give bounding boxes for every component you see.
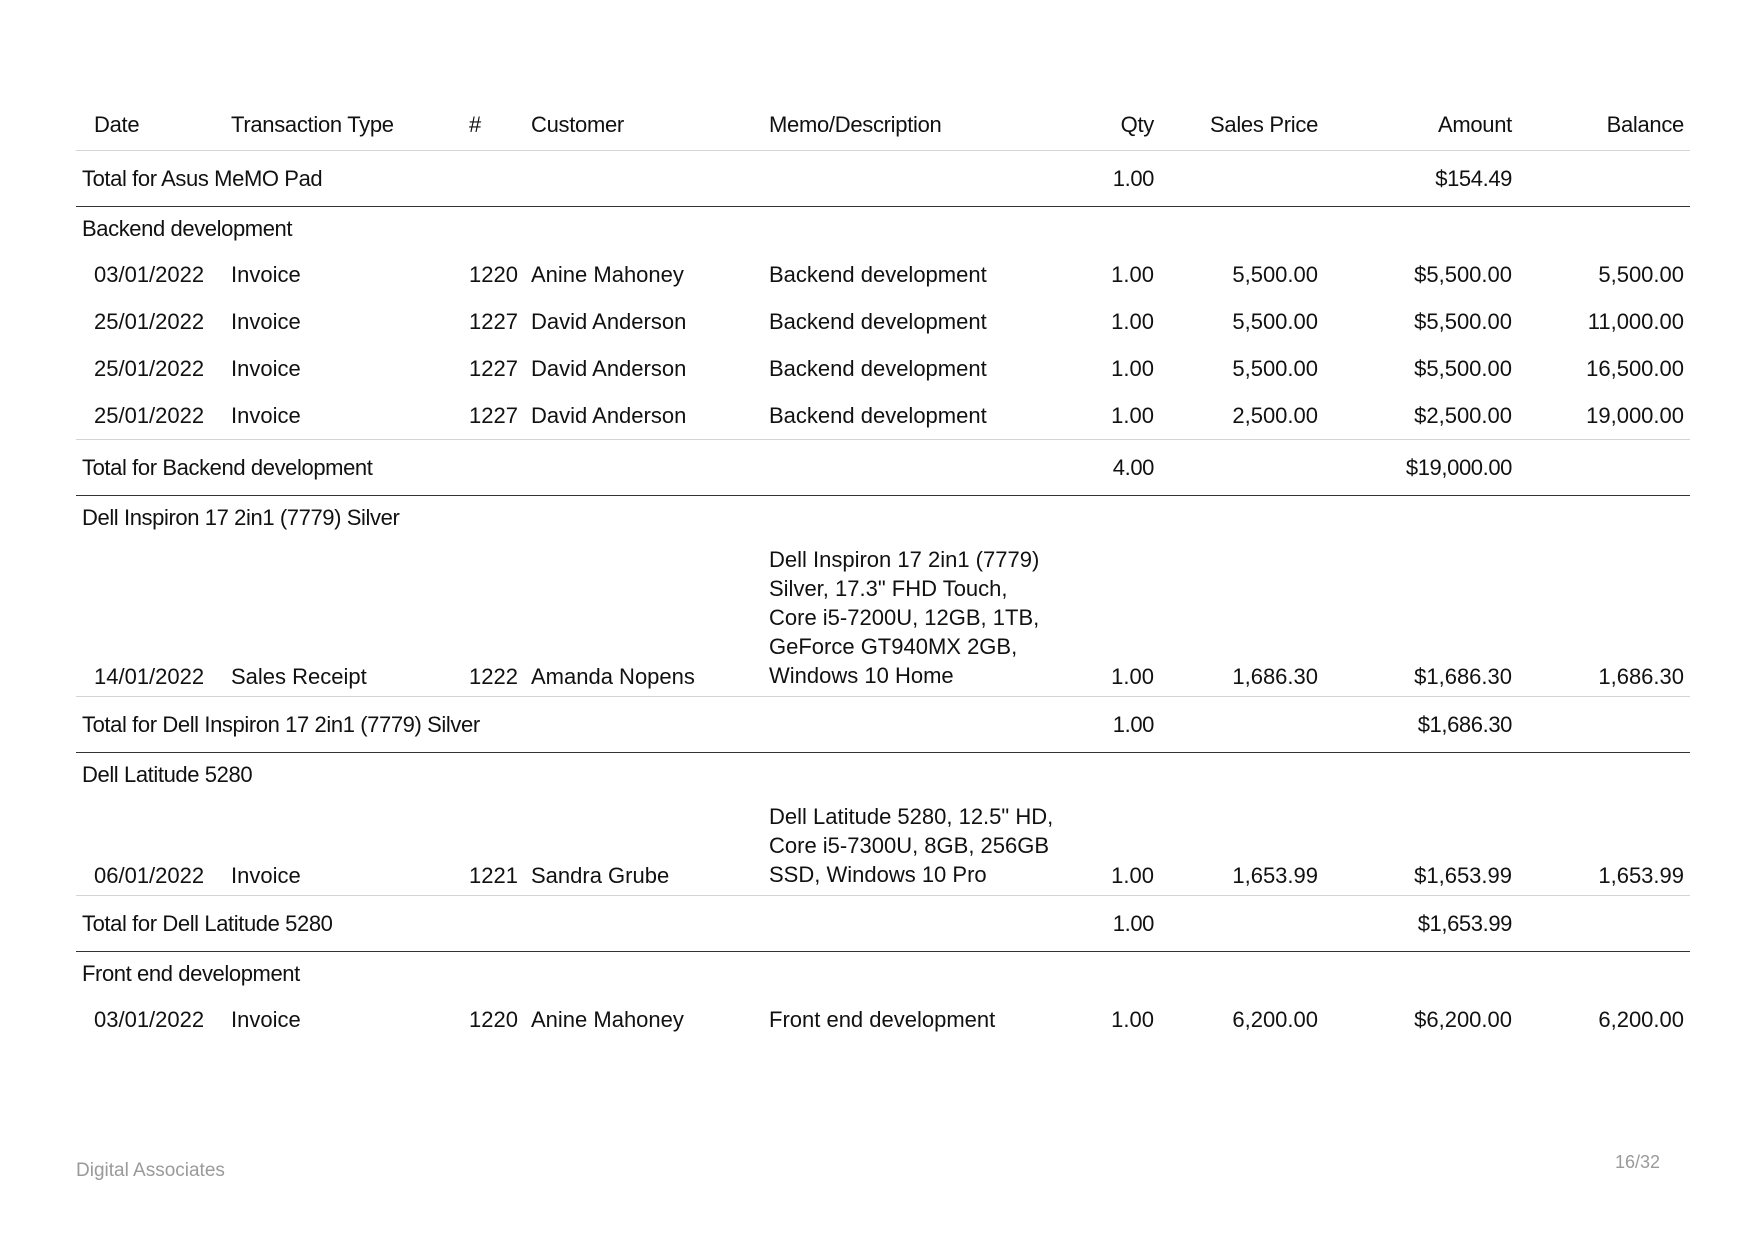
group-title: Dell Latitude 5280: [82, 762, 253, 787]
column-header-customer: Customer: [525, 100, 763, 151]
cell-type: Invoice: [231, 308, 301, 334]
cell-type: Invoice: [231, 1006, 301, 1032]
cell-memo: Dell Inspiron 17 2in1 (7779) Silver, 17.3" FHD Touch, Core i5-7200U, 12GB, 1TB, GeForce GT940MX 2GB, Windows 10 Home: [763, 540, 1060, 697]
group-title: Dell Inspiron 17 2in1 (7779) Silver: [82, 505, 400, 530]
cell-memo: Dell Latitude 5280, 12.5" HD, Core i5-7300U, 8GB, 256GB SSD, Windows 10 Pro: [763, 797, 1060, 896]
cell-customer: Anine Mahoney: [531, 261, 684, 287]
cell-number: 1222: [463, 540, 525, 697]
column-header-balance: Balance: [1518, 100, 1690, 151]
cell-sales-price: 5,500.00: [1232, 261, 1318, 287]
cell-number: 1221: [463, 797, 525, 896]
total-amount: $154.49: [1324, 151, 1518, 207]
cell-date: 25/01/2022: [94, 308, 205, 334]
cell-amount: $1,653.99: [1324, 797, 1518, 896]
cell-qty: 1.00: [1060, 392, 1160, 440]
cell-amount: $5,500.00: [1414, 308, 1512, 334]
cell-customer: David Anderson: [531, 355, 687, 381]
cell-balance: 6,200.00: [1598, 1006, 1684, 1032]
cell-balance: 11,000.00: [1587, 308, 1684, 334]
total-amount: $1,686.30: [1324, 697, 1518, 753]
cell-qty: 1.00: [1111, 1006, 1154, 1032]
group-header-inspiron: [76, 496, 1690, 541]
cell-date: 14/01/2022: [76, 540, 225, 697]
group-title: Front end development: [82, 961, 300, 986]
total-row-inspiron: [76, 697, 1690, 753]
column-header-amount: Amount: [1324, 100, 1518, 151]
cell-number: 1220: [469, 1006, 518, 1032]
cell-amount: $2,500.00: [1324, 392, 1518, 440]
total-qty: 4.00: [1060, 440, 1160, 496]
cell-date: 25/01/2022: [76, 392, 225, 440]
cell-amount: $5,500.00: [1414, 261, 1512, 287]
cell-balance: 1,686.30: [1518, 540, 1690, 697]
table-row: [76, 298, 1690, 345]
cell-balance: 19,000.00: [1518, 392, 1690, 440]
footer-page-number: 16/32: [1614, 1152, 1660, 1172]
cell-amount: $1,686.30: [1324, 540, 1518, 697]
cell-type: Invoice: [225, 797, 463, 896]
cell-balance: 5,500.00: [1598, 261, 1684, 287]
cell-sales-price: 5,500.00: [1232, 308, 1318, 334]
footer-company-name: Digital Associates: [76, 1160, 225, 1181]
cell-number: 1227: [469, 308, 518, 334]
cell-memo: Backend development: [763, 392, 1060, 440]
total-amount: $1,653.99: [1324, 896, 1518, 952]
total-qty: 1.00: [1060, 896, 1160, 952]
cell-sales-price: 1,653.99: [1160, 797, 1324, 896]
cell-number: 1227: [469, 355, 518, 381]
total-label: Total for Backend development: [76, 440, 1060, 496]
cell-qty: 1.00: [1060, 797, 1160, 896]
column-header-qty: Qty: [1060, 100, 1160, 151]
cell-customer: David Anderson: [525, 392, 763, 440]
cell-memo: Backend development: [769, 308, 987, 334]
total-amount: $19,000.00: [1324, 440, 1518, 496]
cell-qty: 1.00: [1111, 355, 1154, 381]
total-label: Total for Dell Latitude 5280: [76, 896, 1060, 952]
cell-date: 25/01/2022: [94, 355, 205, 381]
cell-sales-price: 2,500.00: [1160, 392, 1324, 440]
transactions-table: [76, 100, 1690, 1043]
group-header-latitude: [76, 753, 1690, 798]
column-header-number: #: [463, 100, 525, 151]
column-header-transaction-type: Transaction Type: [225, 100, 463, 151]
cell-type: Invoice: [225, 392, 463, 440]
cell-balance: 16,500.00: [1586, 355, 1684, 381]
cell-type: Sales Receipt: [225, 540, 463, 697]
group-header-backend: [76, 207, 1690, 252]
cell-qty: 1.00: [1111, 308, 1154, 334]
table-row: [76, 345, 1690, 392]
cell-customer: Sandra Grube: [525, 797, 763, 896]
table-row: [76, 251, 1690, 298]
table-row: [76, 392, 1690, 440]
cell-sales-price: 6,200.00: [1232, 1006, 1318, 1032]
table-row: [76, 540, 1690, 697]
total-qty: 1.00: [1060, 697, 1160, 753]
cell-amount: $5,500.00: [1414, 355, 1512, 381]
cell-date: 06/01/2022: [76, 797, 225, 896]
cell-date: 03/01/2022: [94, 261, 205, 287]
group-title: Backend development: [82, 216, 293, 241]
cell-number: 1220: [469, 261, 518, 287]
group-header-frontend: [76, 952, 1690, 997]
column-header-sales-price: Sales Price: [1160, 100, 1324, 151]
cell-memo: Backend development: [769, 355, 987, 381]
column-header-date: Date: [76, 100, 225, 151]
total-row-asus: [76, 151, 1690, 207]
total-row-latitude: [76, 896, 1690, 952]
cell-memo: Backend development: [769, 261, 987, 287]
cell-memo: Front end development: [769, 1006, 996, 1032]
cell-type: Invoice: [231, 261, 301, 287]
cell-amount: $6,200.00: [1414, 1006, 1512, 1032]
cell-qty: 1.00: [1111, 261, 1154, 287]
cell-number: 1227: [463, 392, 525, 440]
table-row: [76, 996, 1690, 1043]
cell-qty: 1.00: [1060, 540, 1160, 697]
cell-customer: Anine Mahoney: [531, 1006, 684, 1032]
cell-sales-price: 5,500.00: [1232, 355, 1318, 381]
sales-by-product-report: [76, 100, 1690, 1043]
total-qty: 1.00: [1060, 151, 1160, 207]
cell-customer: David Anderson: [531, 308, 687, 334]
table-row: [76, 797, 1690, 896]
table-header-row: [76, 100, 1690, 151]
cell-sales-price: 1,686.30: [1160, 540, 1324, 697]
total-label: Total for Asus MeMO Pad: [76, 151, 1060, 207]
cell-customer: Amanda Nopens: [525, 540, 763, 697]
cell-type: Invoice: [231, 355, 301, 381]
total-row-backend: [76, 440, 1690, 496]
cell-balance: 1,653.99: [1518, 797, 1690, 896]
total-label: Total for Dell Inspiron 17 2in1 (7779) Silver: [76, 697, 1060, 753]
cell-date: 03/01/2022: [94, 1006, 205, 1032]
column-header-memo: Memo/Description: [763, 100, 1060, 151]
